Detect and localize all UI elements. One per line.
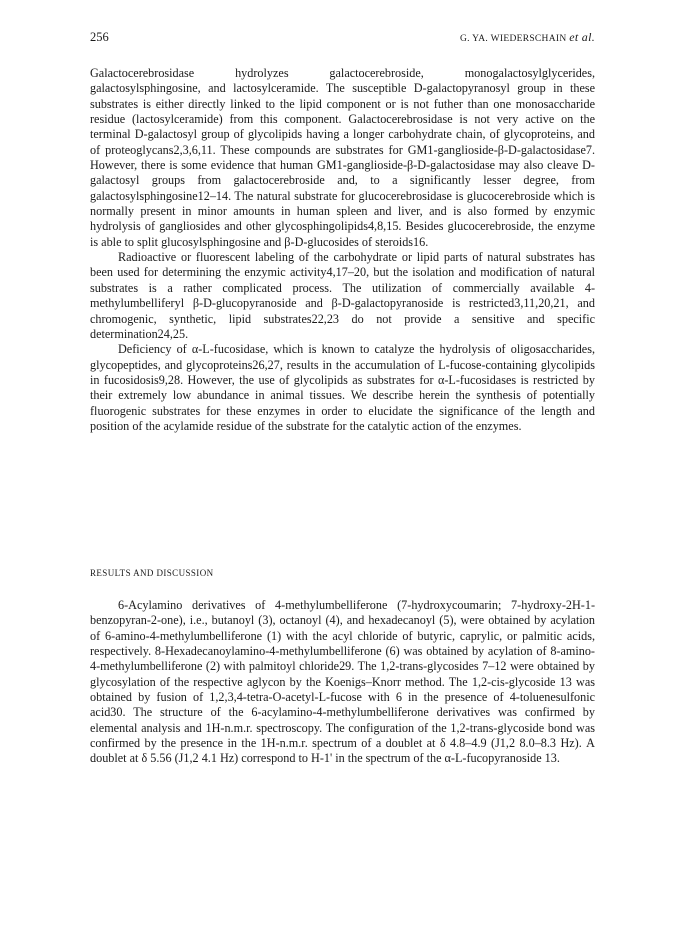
paragraph-substrates: Galactocerebrosidase hydrolyzes galactocerebroside, monogalactosylglycerides, galactosylsphingosine, and lactosylceramide. The susceptible D-galactopyranosyl group in these substrates is either directly linked to the lipid component or is not futher than one monosaccharide residue (lactosylceramide) from this component. Galactocerebrosidase is not very active on the terminal D-galactosyl group of glycolipids having a longer carbohydrate chain, of glycoproteins, and of proteoglycans2,3,6,11. These compounds are substrates for GM1-ganglioside-β-D-galactosidase7. However, there is some evidence that human GM1-ganglioside-β-D-galactosidase may also cleave D-galactosyl groups from galactocerebroside and, to a significantly lesser degree, from galactosylsphingosine12–14. The natural substrate for glucocerebrosidase is glucocerebroside which is normally present in minor amounts in human spleen and liver, and is also formed by enzymic hydrolysis of gangliosides and other glycosphingolipids4,8,15. Besides glucocerebroside, the enzyme is able to split glucosylsphingosine and β-D-glucosides of steroids16.	[90, 66, 595, 249]
running-head-etal: et al.	[569, 30, 595, 44]
paragraph-acylamino: 6-Acylamino derivatives of 4-methylumbelliferone (7-hydroxycoumarin; 7-hydroxy-2H-1-benzopyran-2-one), i.e., butanoyl (3), octanoyl (4), and hexadecanoyl (5), were obtained by acylation of 6-amino-4-methylumbelliferone (1) with the acyl chloride of butyric, caprylic, or palmitic acids, respectively. 8-Hexadecanoylamino-4-methylumbelliferone (6) was obtained by acylation of 8-amino-4-methylumbelliferone (2) with palmitoyl chloride29. The 1,2-trans-glycosides 7–12 were obtained by glycosylation of the respective aglycon by the Koenigs–Knorr method. The 1,2-cis-glycoside 13 was obtained by fusion of 1,2,3,4-tetra-O-acetyl-L-fucose with 6 in the presence of 4-toluenesulfonic acid30. The structure of the 6-acylamino-4-methylumbelliferone derivatives was confirmed by elemental analysis and 1H-n.m.r. spectroscopy. The configuration of the 1,2-trans-glycoside bond was confirmed by the presence in the 1H-n.m.r. spectrum of a doublet at δ 4.8–4.9 (J1,2 8.0–8.3 Hz). A doublet at δ 5.56 (J1,2 4.1 Hz) correspond to H-1' in the spectrum of the α-L-fucopyranoside 13.	[90, 598, 595, 766]
section-heading: RESULTS AND DISCUSSION	[90, 568, 214, 578]
intro-text	[90, 66, 595, 434]
paragraph-fucosidase: Deficiency of α-L-fucosidase, which is known to catalyze the hydrolysis of oligosaccharides, glycopeptides, and glycoproteins26,27, results in the accumulation of L-fucose-containing glycolipids in fucosidosis9,28. However, the use of glycolipids as substrates for α-L-fucosidases is restricted by their extremely low abundance in animal tissues. We describe herein the synthesis of potentially fluorogenic substrates for these enzymes in order to elucidate the significance of the length and position of the acylamide residue of the substrate for the catalytic action of the enzymes.	[90, 342, 595, 433]
paragraph-labeling: Radioactive or fluorescent labeling of the carbohydrate or lipid parts of natural substrates has been used for determining the enzymic activity4,17–20, but the isolation and modification of natural substrates is a rather complicated process. The utilization of commercially available 4-methylumbelliferyl β-D-glucopyranoside and β-D-galactopyranoside is restricted3,11,20,21, and chromogenic, synthetic, lipid substrates22,23 do not provide a sensitive and specific determination24,25.	[90, 250, 595, 341]
running-head-authors: G. YA. WIEDERSCHAIN	[460, 34, 567, 44]
running-head	[460, 30, 595, 45]
page-header	[90, 30, 595, 46]
results-text	[90, 598, 595, 767]
page-number: 256	[90, 30, 109, 44]
